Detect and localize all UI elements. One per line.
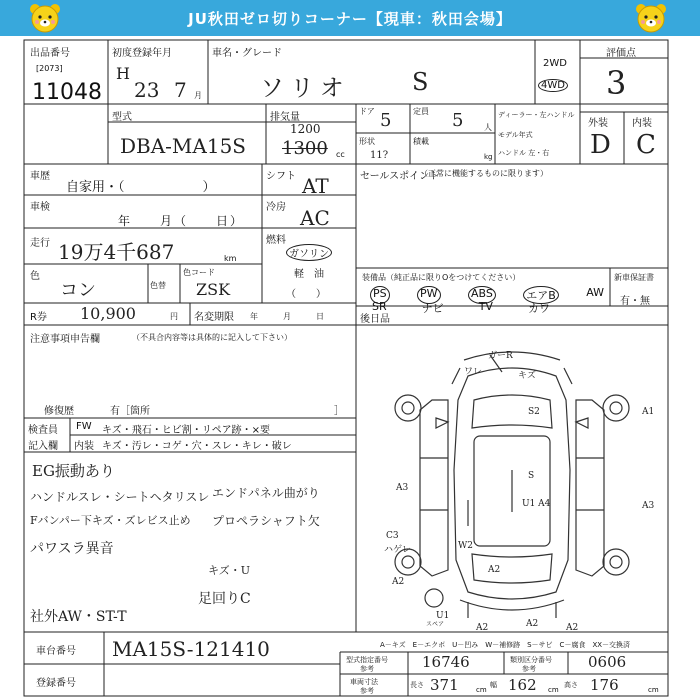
lot-label: 出品番号: [30, 48, 70, 59]
recycle-label: R券: [30, 312, 47, 323]
recycle-unit: 円: [170, 312, 178, 321]
color-code-value: ZSK: [196, 280, 231, 299]
type-value: DBA-MA15S: [120, 134, 247, 158]
diagram-mark: ハゲレ: [384, 545, 411, 555]
damage-legend: A－キズ E－エクボ U－凹み W－補修跡 S－サビ C－腐食 XX－交換済: [380, 641, 631, 649]
diagram-mark: A2: [526, 619, 539, 629]
fuel-diesel: 軽 油: [294, 269, 324, 280]
dimensions-label: 車両寸法: [350, 678, 378, 686]
drive-2wd-label: 2WD: [543, 58, 567, 69]
equipment-item: SR: [372, 300, 387, 313]
check-interior-title: 内装: [74, 441, 94, 452]
fuel-other: （ ）: [286, 289, 326, 300]
diagram-mark: U1: [436, 611, 450, 621]
diagram-mark: S2: [528, 407, 540, 417]
registration-month: 7: [174, 78, 187, 102]
diagram-mark: キズ: [518, 371, 536, 381]
note-line: プロペラシャフト欠: [212, 514, 320, 528]
registration-year: 23: [134, 78, 160, 102]
exterior-value: D: [590, 130, 611, 160]
notes-sub: （不具合内容等は具体的に記入して下さい）: [132, 333, 292, 342]
name-change-value: 年 月 日: [250, 312, 327, 321]
repair-history-label: 修復歴: [44, 406, 74, 417]
repair-history-close: ］: [334, 406, 344, 417]
score-value: 3: [606, 64, 627, 102]
diagram-mark: A2: [392, 577, 405, 587]
equipment-item: PS: [370, 286, 390, 304]
shift-value: AT: [302, 174, 329, 198]
width-unit: cm: [548, 686, 559, 694]
model-name-label: 車名・グレード: [212, 48, 282, 59]
width-value: 162: [508, 676, 537, 694]
equipment-item: ABS: [468, 286, 496, 304]
designation-sub: 参考: [360, 665, 374, 673]
equipment-item: AW: [586, 286, 604, 299]
length-value: 371: [430, 676, 459, 694]
page-title: JU秋田ゼロ切りコーナー【現車：秋田会場】: [188, 10, 512, 28]
sales-points-label: セールスポイント: [360, 171, 440, 182]
inspection-value: 年 月（ 日）: [118, 214, 245, 228]
note-line: ハンドルスレ・シートヘタリスレ: [30, 490, 210, 504]
displacement-printed: 1300: [282, 138, 328, 159]
notes-label: 注意事項申告欄: [30, 334, 100, 345]
interior-value: C: [636, 130, 656, 160]
recycle-value: 10,900: [80, 304, 136, 323]
note-line: 足回りC: [198, 591, 251, 607]
check-interior-row: キズ・汚レ・コゲ・穴・スレ・キレ・破レ: [102, 441, 292, 452]
diagram-mark: A2: [476, 623, 489, 630]
chassis-value: MA15S-121410: [112, 637, 270, 661]
loading-unit: kg: [484, 153, 493, 161]
drive-4wd-value: 4WD: [538, 79, 568, 92]
doors-label: ドア: [359, 107, 375, 116]
equipment-item: エアB: [523, 286, 559, 304]
designation-label: 型式指定番号: [346, 656, 388, 664]
mileage-value: 19万4千687: [58, 240, 175, 264]
repair-history-value: 有［箇所: [110, 406, 150, 417]
length-label: 長さ: [410, 681, 424, 689]
displacement-label: 排気量: [270, 112, 300, 123]
back-seat-label: 後日品: [360, 314, 390, 325]
diagram-mark: ワレ: [464, 367, 483, 377]
dealer-handle: ハンドル 左・右: [498, 149, 550, 157]
name-change-label: 名変期限: [194, 312, 234, 323]
note-line: 社外AW・ST-T: [30, 609, 127, 625]
category-value: 0606: [588, 653, 627, 671]
exterior-label: 外装: [588, 118, 608, 129]
loading-label: 積載: [413, 137, 429, 146]
dealer-model-year: モデル年式: [498, 131, 533, 139]
note-line: キズ・U: [208, 564, 251, 577]
note-line: EG振動あり: [32, 462, 115, 480]
history-value: 自家用・（ ）: [66, 180, 216, 195]
width-label: 幅: [490, 681, 497, 689]
equipment-item: TV: [478, 300, 493, 313]
mileage-label: 走行: [30, 238, 50, 249]
capacity-unit: 人: [484, 123, 492, 132]
score-label: 評価点: [606, 48, 636, 59]
registration-era: H: [116, 64, 130, 83]
dimensions-sub: 参考: [360, 687, 374, 695]
displacement-handwritten: 1200: [290, 122, 321, 136]
shape-value: 11?: [370, 150, 389, 161]
diagram-mark: スペア: [426, 621, 445, 628]
model-grade: S: [412, 68, 429, 96]
diagram-mark: C3: [386, 531, 399, 541]
equipment-label: 装備品（純正品に限りOをつけてください）: [362, 273, 521, 282]
diagram-mark: U1 A4: [522, 499, 551, 509]
diagram-mark: A1: [642, 407, 655, 417]
registration-label: 初度登録年月: [112, 48, 172, 59]
car-damage-diagram: [360, 330, 665, 630]
check-fw-title: FW: [76, 421, 92, 432]
reg-number-label: 登録番号: [36, 678, 76, 689]
height-label: 高さ: [564, 681, 578, 689]
diagram-mark: A2: [566, 623, 579, 630]
equipment-item: PW: [417, 286, 441, 304]
inspection-label: 車検: [30, 202, 50, 213]
history-label: 車歴: [30, 171, 50, 182]
ac-label: 冷房: [266, 202, 286, 213]
equipment-row2: [372, 300, 552, 316]
diagram-mark: A3: [642, 501, 655, 511]
fuel-gasoline: ガソリン: [286, 244, 332, 261]
color-value: コン: [60, 280, 96, 301]
lot-number: 11048: [32, 80, 102, 105]
capacity-label: 定員: [413, 107, 429, 116]
check-label-2: 記入欄: [28, 441, 58, 452]
warranty-label: 新車保証書: [614, 273, 654, 282]
dealer-label: ディーラー・左ハンドル: [498, 111, 575, 119]
check-label-1: 検査員: [28, 425, 58, 436]
color-label: 色: [30, 271, 40, 282]
lot-code: [2073]: [36, 64, 63, 73]
height-unit: cm: [648, 686, 659, 694]
designation-value: 16746: [422, 653, 470, 671]
diagram-mark: W2: [458, 541, 473, 551]
fuel-label: 燃料: [266, 235, 286, 246]
chassis-label: 車台番号: [36, 646, 76, 657]
type-label: 型式: [112, 112, 132, 123]
note-line: エンドパネル曲がり: [212, 486, 320, 500]
equipment-item: ナビ: [421, 302, 444, 315]
height-value: 176: [590, 676, 619, 694]
model-name: ソリオ: [260, 74, 350, 102]
registration-month-unit: 月: [194, 91, 202, 100]
shape-label: 形状: [359, 137, 375, 146]
diagram-mark: A2: [488, 565, 501, 575]
displacement-unit: cc: [336, 150, 345, 159]
doors-value: 5: [380, 110, 392, 131]
capacity-value: 5: [452, 110, 464, 131]
mileage-unit: km: [224, 254, 237, 263]
category-label: 類別区分番号: [510, 656, 552, 664]
check-fw-row: キズ・飛石・ヒビ割・リペア跡・×要: [102, 425, 270, 436]
sales-points-note: （正常に機能するものに限ります）: [420, 169, 548, 178]
shift-label: シフト: [266, 171, 296, 182]
equipment-item: カワ: [527, 302, 550, 315]
color-code-label: 色コード: [183, 268, 215, 277]
category-sub: 参考: [522, 665, 536, 673]
ac-value: AC: [300, 206, 330, 230]
color-sub-label: 色替: [150, 281, 166, 290]
diagram-mark: ガーR: [488, 351, 513, 361]
diagram-mark: A3: [396, 483, 409, 493]
length-unit: cm: [476, 686, 487, 694]
warranty-value: 有・無: [620, 296, 650, 307]
note-line: Fバンパー下キズ・ズレビス止め: [30, 514, 191, 527]
diagram-mark: S: [528, 471, 535, 481]
interior-label: 内装: [632, 118, 652, 129]
note-line: パワスラ異音: [30, 541, 114, 557]
